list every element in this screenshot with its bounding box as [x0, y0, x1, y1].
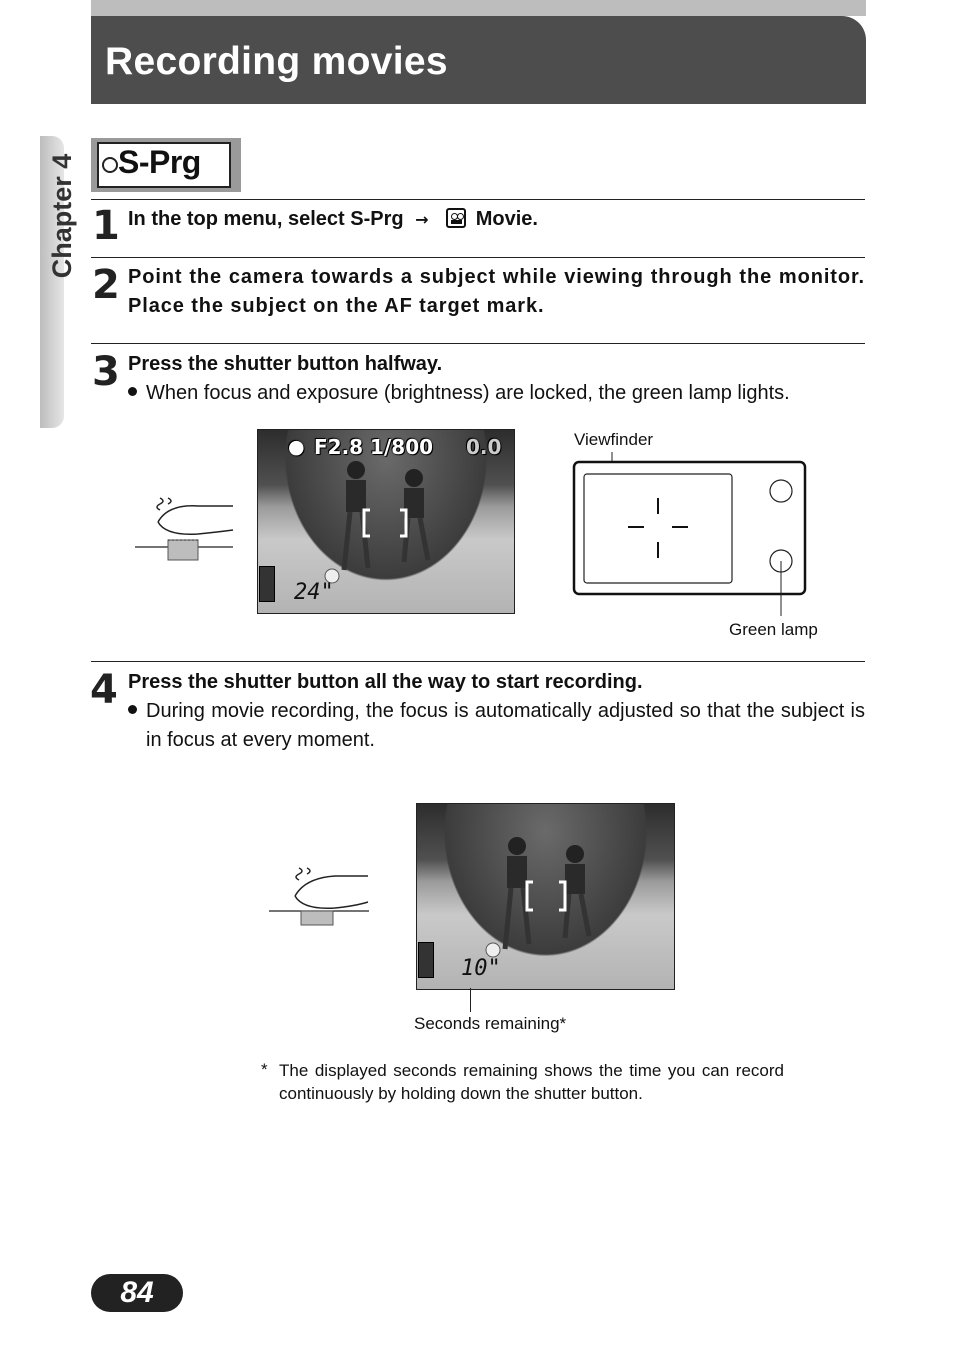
arrow-icon: →: [415, 210, 429, 229]
title-banner-strip: [91, 0, 866, 16]
callout-line: [470, 988, 471, 1012]
step-number: 3: [92, 349, 118, 395]
green-lamp-icon: [780, 551, 782, 553]
lcd-preview-photo: [257, 429, 515, 614]
bullet-icon: [128, 387, 137, 396]
step-1-text: [128, 205, 538, 234]
mode-badge-label: S-Prg: [118, 144, 201, 180]
finger-half-press-illustration: [130, 490, 240, 565]
green-lamp-label: Green lamp: [729, 620, 818, 639]
step-3-bullet: When focus and exposure (brightness) are locked, the green lamp lights.: [146, 382, 790, 404]
lcd-aperture-shutter: F2.8 1/800: [314, 435, 434, 459]
viewfinder-label: Viewfinder: [574, 430, 654, 449]
step-3-text: Press the shutter button halfway.: [128, 353, 443, 375]
footnote-marker: *: [261, 1060, 268, 1079]
bullet-icon: [128, 705, 137, 714]
battery-icon: [418, 942, 434, 978]
page-number: 84: [120, 1276, 154, 1309]
divider: [91, 661, 865, 662]
step-1-text-after: Movie.: [475, 208, 538, 230]
lcd-seconds: 24": [294, 580, 334, 605]
step-4-text: Press the shutter button all the way to start recording.: [128, 671, 643, 693]
step-number: 2: [92, 262, 118, 308]
step-number: 4: [90, 667, 116, 713]
viewfinder-diagram: [570, 448, 810, 648]
step-4-bullet: During movie recording, the focus is automatically adjusted so that the subject is in focus at every moment.: [146, 700, 865, 751]
page-title: Recording movies: [105, 40, 448, 83]
step-2-text: Point the camera towards a subject while viewing through the monitor. Place the subject on the AF target mark.: [128, 266, 865, 317]
finger-full-press-illustration: [265, 862, 375, 932]
divider: [91, 199, 865, 200]
battery-icon: [259, 566, 275, 602]
divider: [91, 343, 865, 344]
lcd-seconds: 10": [461, 956, 501, 981]
divider: [91, 257, 865, 258]
step-1-text-before: In the top menu, select S-Prg: [128, 208, 404, 230]
chapter-label: Chapter 4: [47, 153, 77, 279]
step-number: 1: [92, 203, 118, 249]
seconds-remaining-label: Seconds remaining*: [414, 1014, 567, 1033]
lcd-mode-icon: ●: [288, 436, 305, 458]
lcd-recording-photo: [416, 803, 675, 990]
soccer-players-image: [417, 804, 675, 990]
movie-icon: [446, 208, 466, 228]
footnote-text: The displayed seconds remaining shows the time you can record continuously by holding down the shutter button.: [279, 1061, 784, 1103]
lcd-exposure-comp: 0.0: [466, 435, 502, 459]
mode-circle-icon: [102, 157, 118, 173]
